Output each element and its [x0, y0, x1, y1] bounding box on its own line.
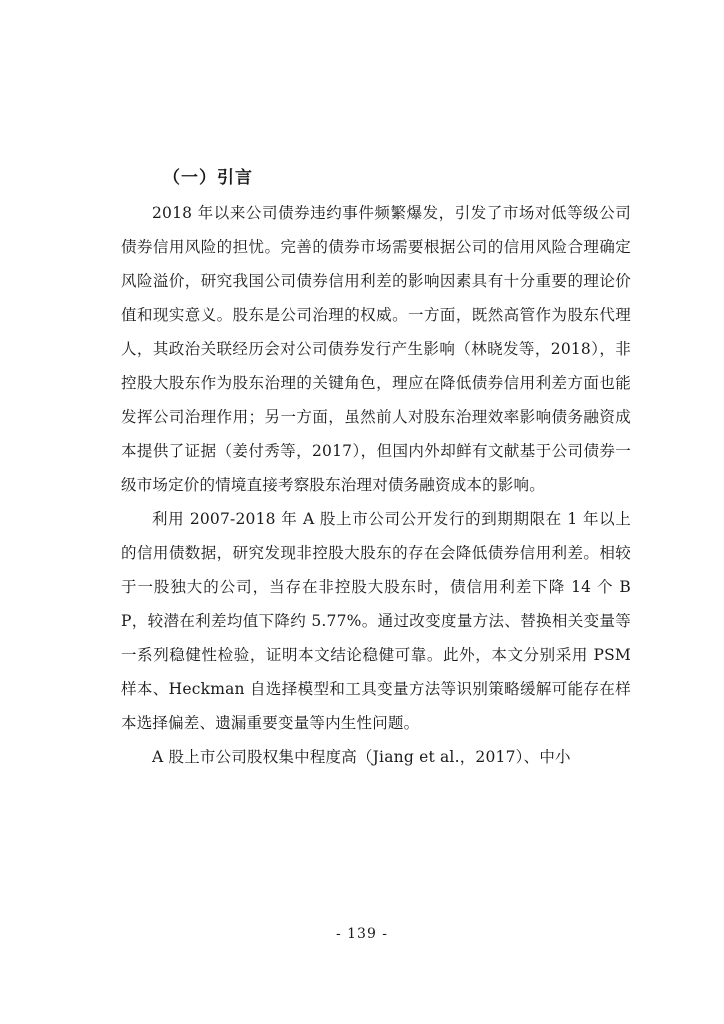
body-text	[121, 196, 631, 774]
page-number: - 139 -	[335, 926, 389, 942]
section-heading: （一）引言	[163, 168, 253, 188]
paragraph-2: 利用 2007-2018 年 A 股上市公司公开发行的到期期限在 1 年以上的信用债数据，研究发现非控股大股东的存在会降低债券信用利差。相较于一股独大的公司，当存在非控股大股东时，债信用利差下降 14 个 BP，较潜在利差均值下降约 5.77%。通过改变度量方法、替换相关变量等一系列稳健性检验，证明本文结论稳健可靠。此外，本文分别采用 PSM 样本、Heckman 自选择模型和工具变量方法等识别策略缓解可能存在样本选择偏差、遗漏重要变量等内生性问题。	[121, 510, 631, 732]
paragraph-3: A 股上市公司股权集中程度高（Jiang et al.，2017）、中小	[152, 748, 571, 766]
paragraph-1: 2018 年以来公司债券违约事件频繁爆发，引发了市场对低等级公司债券信用风险的担忧。完善的债券市场需要根据公司的信用风险合理确定风险溢价，研究我国公司债券信用利差的影响因素具有十分重要的理论价值和现实意义。股东是公司治理的权威。一方面，既然高管作为股东代理人，其政治关联经历会对公司债券发行产生影响（林晓发等，2018），非控股大股东作为股东治理的关键角色，理应在降低债券信用利差方面也能发挥公司治理作用；另一方面，虽然前人对股东治理效率影响债务融资成本提供了证据（姜付秀等，2017），但国内外却鲜有文献基于公司债券一级市场定价的情境直接考察股东治理对债务融资成本的影响。	[121, 204, 631, 494]
